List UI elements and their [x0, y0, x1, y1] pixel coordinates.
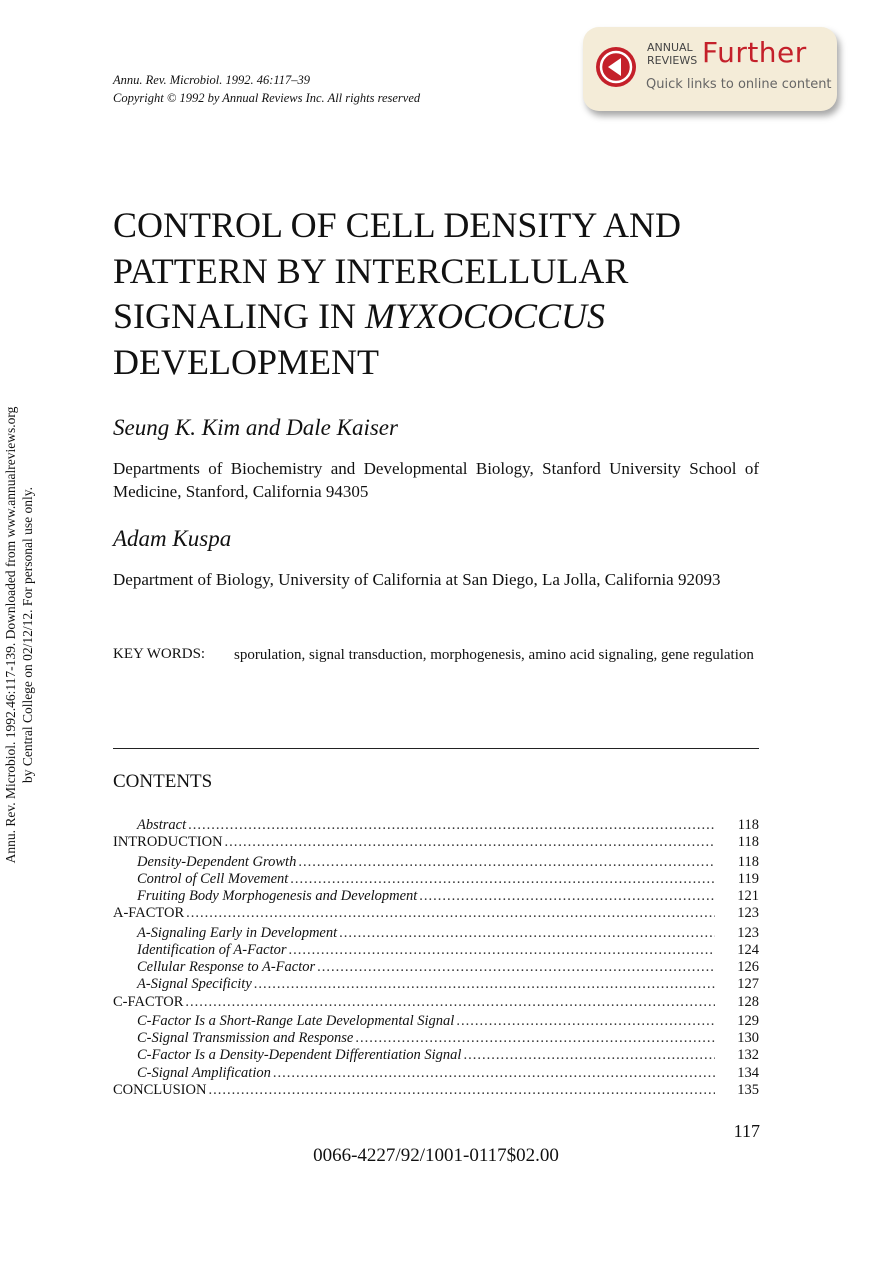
toc-entry [113, 817, 759, 834]
personal-use-line: by Central College on 02/12/12. For personal use only. [20, 486, 35, 784]
toc-entry-label: Density-Dependent Growth [137, 853, 297, 870]
toc-entry [113, 959, 759, 976]
further-links-badge[interactable] [583, 27, 837, 111]
toc-entry [113, 942, 759, 959]
toc-entry [113, 888, 759, 905]
toc-entry [113, 905, 759, 925]
toc-entry-label: Fruiting Body Morphogenesis and Development [137, 888, 418, 905]
toc-leader-dots [419, 888, 715, 905]
contents-heading: CONTENTS [113, 771, 213, 792]
toc-leader-dots [225, 834, 715, 851]
toc-entry-page: 121 [737, 888, 759, 905]
affiliation-1: Departments of Biochemistry and Developmental Biology, Stanford University School of Medicine, Stanford, California 94305 [113, 459, 759, 501]
toc-leader-dots [254, 976, 715, 993]
toc-entry-page: 135 [737, 1081, 759, 1098]
toc-entry-label: C-FACTOR [113, 993, 184, 1010]
journal-citation [113, 71, 420, 107]
toc-leader-dots [317, 959, 715, 976]
toc-entry-label: C-Signal Amplification [137, 1064, 271, 1081]
toc-entry [113, 1030, 759, 1047]
toc-entry-label: Cellular Response to A-Factor [137, 959, 316, 976]
toc-leader-dots [289, 942, 715, 959]
toc-entry [113, 1082, 759, 1102]
toc-leader-dots [290, 871, 715, 888]
wordmark-line-reviews: REVIEWS [647, 54, 698, 67]
citation-line: Annu. Rev. Microbiol. 1992. 46:117–39 [113, 73, 310, 87]
title-part-2: DEVELOPMENT [113, 341, 379, 382]
author-names-2: Adam Kuspa [113, 526, 232, 551]
toc-entry-label: Identification of A-Factor [137, 941, 287, 958]
toc-entry-label: Abstract [137, 817, 187, 833]
toc-leader-dots [298, 854, 715, 871]
toc-entry [113, 871, 759, 888]
toc-entry-page: 119 [737, 870, 759, 887]
horizontal-rule [113, 748, 759, 749]
toc-entry-page: 118 [737, 817, 759, 833]
toc-entry-label: INTRODUCTION [113, 834, 223, 851]
toc-entry-label: CONCLUSION [113, 1081, 207, 1098]
toc-leader-dots [355, 1030, 715, 1047]
price-code: 0066-4227/92/1001-0117$02.00 [313, 1145, 559, 1166]
further-subtitle: Quick links to online content [646, 77, 832, 92]
toc-entry [113, 1047, 759, 1064]
toc-entry-page: 134 [737, 1064, 759, 1081]
toc-entry-page: 132 [737, 1047, 759, 1064]
author-names-1: Seung K. Kim and Dale Kaiser [113, 415, 398, 440]
affiliation-2: Department of Biology, University of California at San Diego, La Jolla, California 92093 [113, 570, 721, 589]
toc-leader-dots [339, 925, 715, 942]
toc-entry-page: 130 [737, 1030, 759, 1047]
toc-entry-label: A-Signal Specificity [137, 976, 252, 993]
keywords-label: KEY WORDS: [113, 646, 206, 662]
toc-entry [113, 1013, 759, 1030]
toc-leader-dots [186, 905, 715, 922]
toc-leader-dots [463, 1047, 715, 1064]
toc-entry [113, 994, 759, 1014]
download-notice-sidebar [2, 350, 36, 920]
annual-reviews-wordmark [647, 41, 697, 67]
article-title [113, 203, 753, 385]
toc-entry-page: 118 [737, 853, 759, 870]
toc-leader-dots [185, 994, 715, 1011]
further-word: Further [702, 36, 807, 69]
toc-entry-page: 126 [737, 959, 759, 976]
title-genus: MYXOCOCCUS [364, 296, 605, 336]
page-number: 117 [733, 1121, 760, 1141]
download-notice-line: Annu. Rev. Microbiol. 1992.46:117-139. Downloaded from www.annualreviews.org [3, 406, 18, 864]
toc-leader-dots [456, 1013, 715, 1030]
toc-entry-label: C-Factor Is a Short-Range Late Developmental Signal [137, 1013, 455, 1029]
keywords-text: sporulation, signal transduction, morphogenesis, amino acid signaling, gene regulation [234, 647, 754, 663]
toc-entry-page: 124 [737, 941, 759, 958]
toc-entry-page: 129 [737, 1013, 759, 1029]
play-back-icon [594, 45, 638, 89]
toc-entry-label: A-FACTOR [113, 905, 185, 922]
toc-entry-page: 123 [737, 924, 759, 941]
table-of-contents [113, 817, 759, 1101]
toc-entry-label: C-Factor Is a Density-Dependent Differentiation Signal [137, 1047, 462, 1064]
toc-entry [113, 925, 759, 942]
toc-entry [113, 976, 759, 993]
toc-leader-dots [273, 1065, 715, 1082]
toc-entry-label: A-Signaling Early in Development [137, 924, 338, 941]
toc-entry-label: Control of Cell Movement [137, 870, 289, 887]
toc-entry [113, 834, 759, 854]
toc-entry-page: 123 [737, 905, 759, 922]
toc-entry-page: 128 [737, 993, 759, 1010]
toc-leader-dots [188, 817, 715, 834]
toc-leader-dots [208, 1082, 715, 1099]
wordmark-line-annual: ANNUAL [647, 41, 693, 54]
toc-entry-page: 118 [737, 834, 759, 851]
copyright-line: Copyright © 1992 by Annual Reviews Inc. All rights reserved [113, 91, 421, 105]
toc-entry [113, 1065, 759, 1082]
toc-entry-label: C-Signal Transmission and Response [137, 1030, 354, 1047]
title-part-1: CONTROL OF CELL DENSITY AND PATTERN BY INTERCELLULAR SIGNALING IN [113, 205, 681, 336]
toc-entry-page: 127 [737, 976, 759, 993]
toc-entry [113, 854, 759, 871]
